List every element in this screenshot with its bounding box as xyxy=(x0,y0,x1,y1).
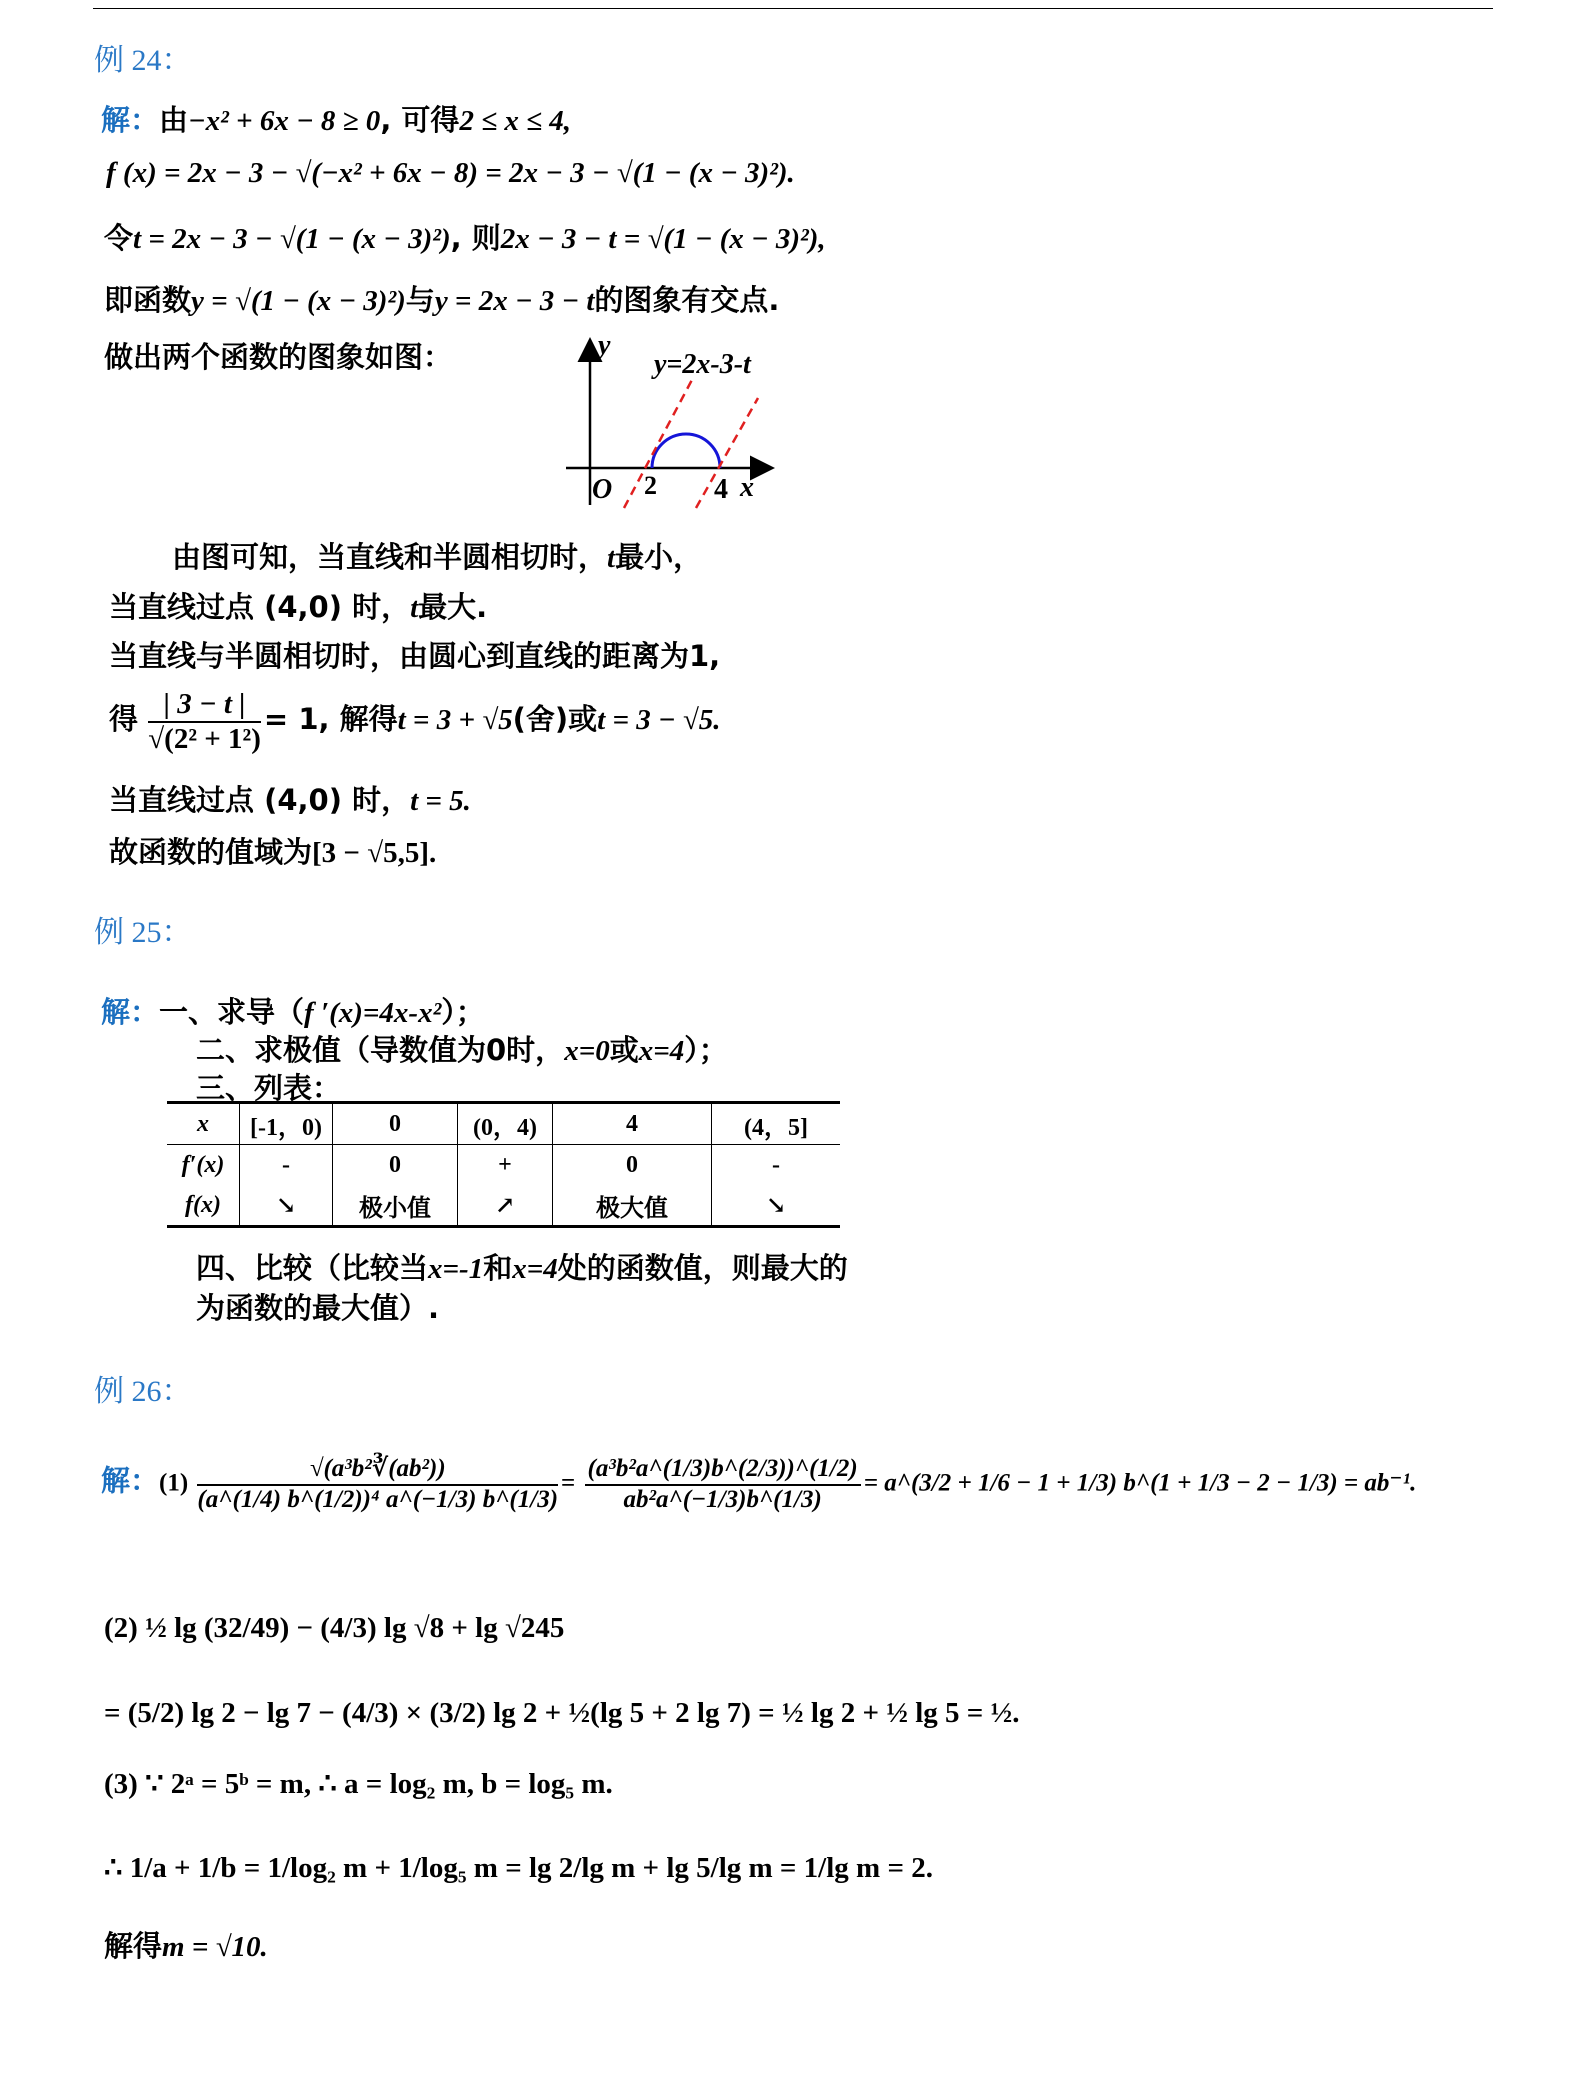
table-cell: x xyxy=(167,1103,240,1145)
dashed-line-tangent xyxy=(624,376,694,508)
table-row xyxy=(167,1185,840,1227)
table-cell: 0 xyxy=(553,1145,712,1186)
table-header-row xyxy=(167,1103,840,1145)
ex24-line-3: 令t = 2x − 3 − √(1 − (x − 3)²), 则2x − 3 − t = √(1 − (x − 3)²), xyxy=(104,221,826,255)
decreasing-arrow: ↘ xyxy=(240,1185,333,1227)
ex24-line-11: 故函数的值域为[3 − √5,5]. xyxy=(109,835,437,869)
semicircle-curve xyxy=(652,434,720,468)
ex24-line-5: 做出两个函数的图象如图： xyxy=(104,340,453,374)
ex25-step-3: 三、列表： xyxy=(196,1071,342,1105)
table-cell: f′(x) xyxy=(181,1151,225,1178)
ex25-step-1: 解：一、求导（f ′(x)=4x-x²）； xyxy=(101,995,485,1029)
top-rule xyxy=(93,8,1493,9)
ex26-part-3-line-2: ∴ 1/a + 1/b = 1/log₂ m + 1/log₅ m = lg 2/lg m + lg 5/lg m = 1/lg m = 2. xyxy=(104,1852,933,1884)
solution-label: 解： xyxy=(101,103,160,137)
ex26-part-1: 解：(1) $\frac{\text{√(a³b²∛(ab²))}}{\text{(a\textasciicircum{}(1/4) b\textasciicircum{}(1/2))⁴ a\textasciicircum{}(−1/3) b\textasciicircum{}(1/3)}}$ = $\frac{\text{(a³b²a\textasciicircum{}(1/3)b\textasciicircum{}(2/3))\textasciicircum{}(1/2)}}{\text{ab²a\textasciicircum{}(−1/3)b\textasciicircum{}(1/3)}}$ = a^(3/2 + 1/6 − 1 + 1/3) b^(1 + 1/3 − 2 − 1/3) = ab⁻¹. xyxy=(101,1455,1417,1513)
ex26-part-3-line-3: 解得m = √10. xyxy=(104,1929,268,1963)
example-26-heading: 例 26： xyxy=(94,1375,192,1408)
fraction-2: $\frac{\text{(a³b²a\textasciicircum{}(1/3)b\textasciicircum{}(2/3))\textasciicircum{}(1/2)}}{\text{ab²a\textasciicircum{}(−1/3)b\textasciicircum{}(1/3)}}$ xyxy=(585,1455,861,1515)
increasing-arrow: ↗ xyxy=(458,1185,553,1227)
ex24-line-8: 当直线与半圆相切时，由圆心到直线的距离为1, xyxy=(109,639,721,673)
table-cell: (0，4) xyxy=(458,1103,553,1145)
ex24-line-10: 当直线过点 (4,0) 时，t = 5. xyxy=(109,783,471,817)
y-axis-label: y xyxy=(598,330,611,361)
example-25-heading: 例 25： xyxy=(94,916,192,949)
fraction-1: $\frac{\text{√(a³b²∛(ab²))}}{\text{(a\textasciicircum{}(1/4) b\textasciicircum{}(1/2))⁴ a\textasciicircum{}(−1/3) b\textasciicircum{}(1/3)}}$ xyxy=(197,1455,559,1513)
table-cell: - xyxy=(240,1145,333,1186)
tick-2-label: 2 xyxy=(644,471,657,500)
table-cell: 0 xyxy=(333,1145,458,1186)
ex24-line-1: 解：由−x² + 6x − 8 ≥ 0, 可得2 ≤ x ≤ 4, xyxy=(101,103,572,137)
table-cell: + xyxy=(458,1145,553,1186)
table-cell: (4，5] xyxy=(712,1103,841,1145)
origin-label: O xyxy=(592,474,613,505)
ex24-line-7: 当直线过点 (4,0) 时，t最大. xyxy=(109,590,488,624)
table-cell: f(x) xyxy=(167,1185,240,1227)
ex25-step-4-cont: 为函数的最大值）. xyxy=(196,1291,440,1325)
table-row xyxy=(167,1145,840,1186)
ex24-line-9: 得 $\frac{| 3 - t |}{\text{√(2² + 1²)}}$ = 1, 解得t = 3 + √5(舍)或t = 3 − √5. xyxy=(109,688,721,756)
ex24-line-2: f (x) = 2x − 3 − √(−x² + 6x − 8) = 2x − 3 − √(1 − (x − 3)²). xyxy=(106,157,795,189)
decreasing-arrow: ↘ xyxy=(712,1185,841,1227)
solution-label: 解： xyxy=(101,1463,160,1498)
ex26-part-3-line-1: (3) ∵ 2ᵃ = 5ᵇ = m, ∴ a = log₂ m, b = log₅ m. xyxy=(104,1768,613,1800)
function-graph xyxy=(548,330,798,510)
example-24-heading: 例 24： xyxy=(94,44,192,77)
table-cell: - xyxy=(712,1145,841,1186)
x-axis-label: x xyxy=(740,472,754,503)
ex26-part-2-line-1: (2) ½ lg (32/49) − (4/3) lg √8 + lg √245 xyxy=(104,1612,565,1644)
distance-fraction: $\frac{| 3 - t |}{\text{√(2² + 1²)}}$ xyxy=(148,688,261,756)
table-cell: [-1，0) xyxy=(240,1103,333,1145)
ex24-line-4: 即函数y = √(1 − (x − 3)²)与y = 2x − 3 − t的图象有交点. xyxy=(104,283,780,317)
ex24-line-6: 由图可知，当直线和半圆相切时，t最小， xyxy=(172,540,703,574)
table-cell: 0 xyxy=(333,1103,458,1145)
tick-4-label: 4 xyxy=(714,474,728,505)
solution-label: 解： xyxy=(101,995,160,1029)
ex26-part-2-line-2: = (5/2) lg 2 − lg 7 − (4/3) × (3/2) lg 2 + ½(lg 5 + 2 lg 7) = ½ lg 2 + ½ lg 5 = ½. xyxy=(104,1697,1020,1729)
table-cell: 极小值 xyxy=(333,1185,458,1227)
table-cell: 极大值 xyxy=(553,1185,712,1227)
variation-table xyxy=(167,1101,840,1228)
line-label: y=2x-3-t xyxy=(654,349,751,380)
ex25-step-4: 四、比较（比较当x=-1和x=4处的函数值，则最大的 xyxy=(196,1251,848,1285)
ex25-step-2: 二、求极值（导数值为0时，x=0或x=4）； xyxy=(196,1033,728,1067)
table-cell: 4 xyxy=(553,1103,712,1145)
